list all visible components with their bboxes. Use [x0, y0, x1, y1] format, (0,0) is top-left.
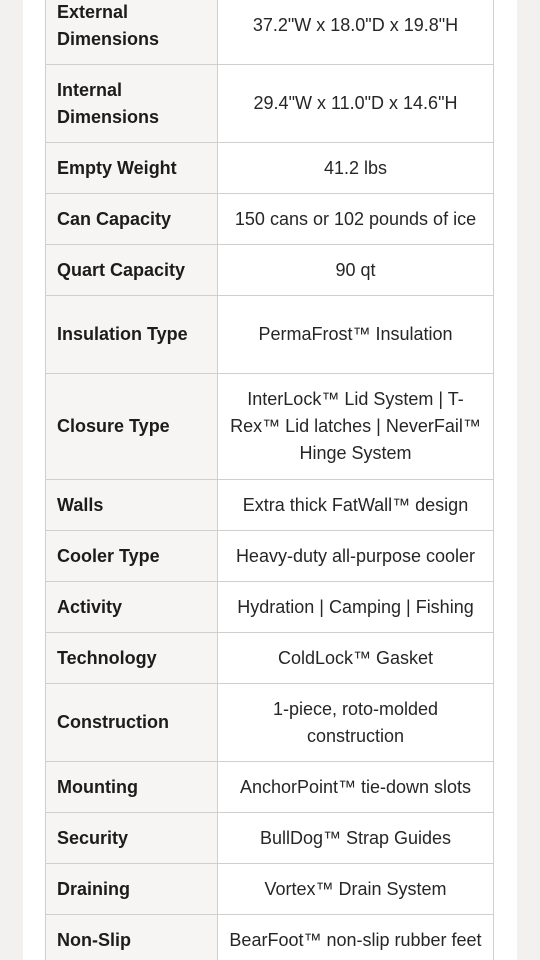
table-row [46, 296, 494, 374]
spec-label: Can Capacity [46, 194, 218, 245]
table-row [46, 582, 494, 633]
spec-label: Quart Capacity [46, 245, 218, 296]
spec-label: External Dimensions [46, 0, 218, 65]
table-row [46, 194, 494, 245]
spec-label: Activity [46, 582, 218, 633]
table-row [46, 684, 494, 762]
spec-value: 150 cans or 102 pounds of ice [218, 194, 494, 245]
spec-value: 41.2 lbs [218, 143, 494, 194]
spec-value: 1-piece, roto-molded construction [218, 684, 494, 762]
spec-label: Non-Slip [46, 915, 218, 960]
spec-value: Hydration | Camping | Fishing [218, 582, 494, 633]
spec-value: Vortex™ Drain System [218, 864, 494, 915]
spec-value: Heavy-duty all-purpose cooler [218, 531, 494, 582]
spec-value: Extra thick FatWall™ design [218, 480, 494, 531]
table-row [46, 531, 494, 582]
specifications-table [45, 0, 494, 960]
spec-label: Closure Type [46, 374, 218, 480]
spec-label: Security [46, 813, 218, 864]
spec-value: 90 qt [218, 245, 494, 296]
table-row [46, 915, 494, 960]
table-row [46, 480, 494, 531]
spec-value: InterLock™ Lid System | T-Rex™ Lid latches | NeverFail™ Hinge System [218, 374, 494, 480]
table-row [46, 813, 494, 864]
spec-value: 29.4"W x 11.0"D x 14.6"H [218, 65, 494, 143]
table-row [46, 374, 494, 480]
table-row [46, 762, 494, 813]
table-row [46, 633, 494, 684]
table-row [46, 0, 494, 65]
spec-value: AnchorPoint™ tie-down slots [218, 762, 494, 813]
spec-label: Insulation Type [46, 296, 218, 374]
spec-value: 37.2"W x 18.0"D x 19.8"H [218, 0, 494, 65]
spec-label: Draining [46, 864, 218, 915]
table-row [46, 864, 494, 915]
spec-label: Technology [46, 633, 218, 684]
table-row [46, 245, 494, 296]
spec-value: BearFoot™ non-slip rubber feet [218, 915, 494, 960]
spec-label: Mounting [46, 762, 218, 813]
table-row [46, 143, 494, 194]
spec-label: Cooler Type [46, 531, 218, 582]
spec-label: Construction [46, 684, 218, 762]
spec-label: Empty Weight [46, 143, 218, 194]
spec-value: BullDog™ Strap Guides [218, 813, 494, 864]
spec-value: ColdLock™ Gasket [218, 633, 494, 684]
content-panel [23, 0, 517, 960]
spec-label: Walls [46, 480, 218, 531]
table-row [46, 65, 494, 143]
spec-value: PermaFrost™ Insulation [218, 296, 494, 374]
spec-label: Internal Dimensions [46, 65, 218, 143]
